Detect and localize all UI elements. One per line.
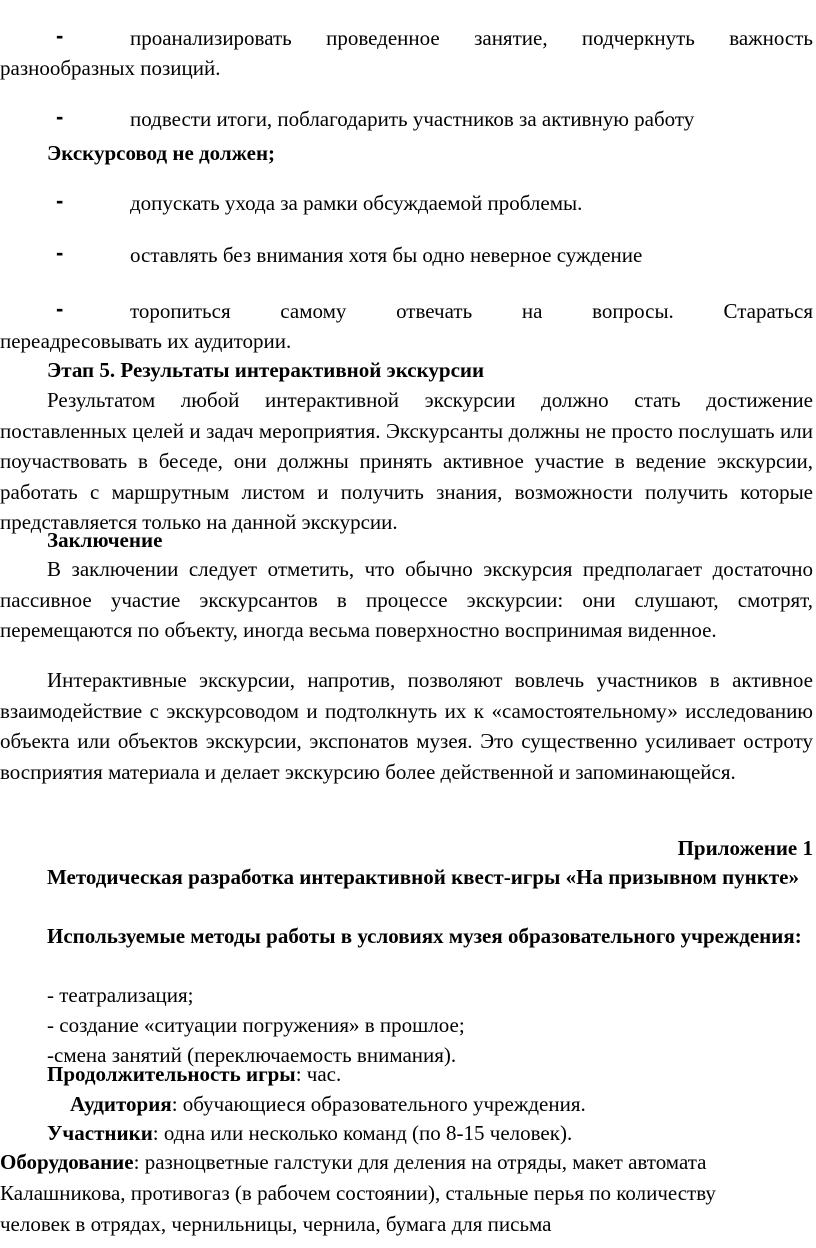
appendix-label: Приложение 1 bbox=[677, 836, 813, 860]
conclusion-heading: Заключение bbox=[47, 528, 163, 552]
equipment-paragraph bbox=[0, 1147, 770, 1240]
appendix-title: Методическая разработка интерактивной квест-игры «На призывном пункте» bbox=[47, 865, 800, 889]
methods-heading: Используемые методы работы в условиях музея образовательного учреждения: bbox=[47, 924, 802, 948]
participants-line bbox=[47, 1118, 813, 1149]
list-item-text: проанализировать проведенное занятие, подчеркнуть важность bbox=[130, 26, 813, 50]
audience-label: Аудитория bbox=[70, 1092, 172, 1116]
dash-marker: - bbox=[56, 23, 64, 48]
list-item-text: оставлять без внимания хотя бы одно неверное суждение bbox=[130, 243, 643, 267]
participants-value: : одна или несколько команд (по 8-15 человек). bbox=[152, 1121, 573, 1145]
audience-value: : обучающиеся образовательного учреждения. bbox=[171, 1092, 586, 1116]
method-item: - создание «ситуации погружения» в прошлое; bbox=[47, 1013, 465, 1037]
stage5-body: Результатом любой интерактивной экскурсии должно стать достижение поставленных целей и задач мероприятия. Экскурсанты должны не просто послушать или поучаствовать в беседе, они должны принять активное участие в ведение экскурсии, работать с маршрутным листом и получить знания, возможности получить которые представляется только на данной экскурсии. bbox=[0, 388, 813, 534]
stage5-heading: Этап 5. Результаты интерактивной экскурсии bbox=[47, 358, 485, 382]
guide-must-not-heading: Экскурсовод не должен; bbox=[47, 141, 276, 165]
duration-label: Продолжительность игры bbox=[47, 1062, 296, 1086]
dash-marker: - bbox=[56, 240, 64, 265]
conclusion-paragraph-1: В заключении следует отметить, что обычно экскурсия предполагает достаточно пассивное участие экскурсантов в процессе экскурсии: они слушают, смотрят, перемещаются по объекту, иногда весьма поверхностно воспринимая виденное. bbox=[0, 557, 813, 642]
dash-marker: - bbox=[56, 104, 64, 129]
method-item: - театрализация; bbox=[47, 983, 194, 1007]
equipment-value: : разноцветные галстуки для деления на отряды, макет автомата Калашникова, противогаз (в рабочем состоянии), стальные перья по количеству человек в отрядах, чернильницы, чернила, бумага для письма bbox=[0, 1150, 716, 1236]
dash-marker: - bbox=[56, 296, 64, 321]
list-item-text: подвести итоги, поблагодарить участников за активную работу bbox=[130, 107, 695, 131]
list-item-text: торопиться самому отвечать на вопросы. Стараться bbox=[130, 299, 813, 323]
conclusion-paragraph-2: Интерактивные экскурсии, напротив, позволяют вовлечь участников в активное взаимодействие с экскурсоводом и подтолкнуть их к «самостоятельному» исследованию объекта или объектов экскурсии, экспонатов музея. Это существенно усиливает остроту восприятия материала и делает экскурсию более действенной и запоминающейся. bbox=[0, 668, 813, 784]
list-item-continuation: переадресовывать их аудитории. bbox=[0, 329, 292, 353]
list-item-continuation: разнообразных позиций. bbox=[0, 56, 221, 80]
dash-marker: - bbox=[56, 188, 64, 213]
method-item: -смена занятий (переключаемость внимания). bbox=[47, 1043, 457, 1067]
list-item-text: допускать ухода за рамки обсуждаемой проблемы. bbox=[130, 191, 583, 215]
duration-value: : час. bbox=[295, 1062, 342, 1086]
audience-line bbox=[70, 1089, 813, 1120]
participants-label: Участники bbox=[47, 1121, 153, 1145]
duration-line bbox=[47, 1059, 813, 1090]
equipment-label: Оборудование bbox=[0, 1150, 134, 1174]
